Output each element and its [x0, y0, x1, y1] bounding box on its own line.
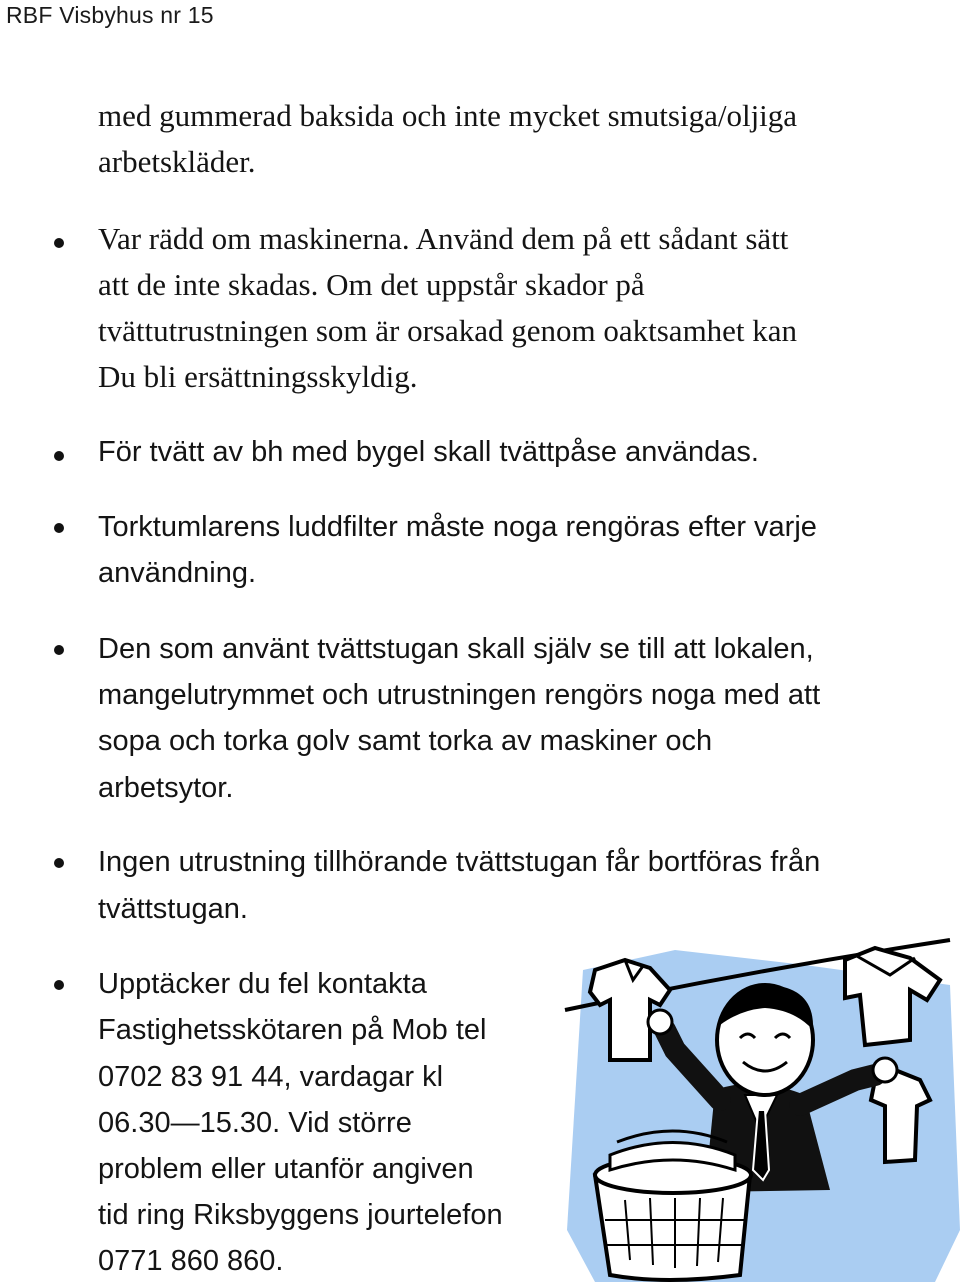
bullet-6-line-7: 0771 860 860. [98, 1245, 284, 1277]
bullet-6-line-5: problem eller utanför angiven [98, 1153, 474, 1185]
bullet-4-line-1: Den som använt tvättstugan skall själv se till att lokalen, [98, 633, 814, 665]
bullet-6-line-3: 0702 83 91 44, vardagar kl [98, 1061, 444, 1093]
bullet-dot [54, 523, 64, 533]
bullet-4-line-2: mangelutrymmet och utrustningen rengörs noga med att [98, 679, 821, 711]
bullet-3-line-1: Torktumlarens luddfilter måste noga rengöras efter varje [98, 511, 817, 543]
bullet-dot [54, 645, 64, 655]
bullet-dot [54, 858, 64, 868]
bullet-6-line-4: 06.30—15.30. Vid större [98, 1107, 412, 1139]
paragraph-line: med gummerad baksida och inte mycket smutsiga/oljiga [98, 98, 798, 133]
bullet-4-line-3: sopa och torka golv samt torka av maskiner och [98, 725, 713, 757]
bullet-dot [54, 238, 64, 248]
bullet-6-line-2: Fastighetsskötaren på Mob tel [98, 1014, 487, 1046]
paragraph-line: arbetskläder. [98, 144, 256, 179]
bullet-5-line-1: Ingen utrustning tillhörande tvättstugan får bortföras från [98, 846, 821, 878]
bullet-2-line-1: För tvätt av bh med bygel skall tvättpåse användas. [98, 436, 759, 468]
laundry-man-clipart-icon [555, 930, 960, 1282]
bullet-5-line-2: tvättstugan. [98, 893, 248, 925]
bullet-1-line-4: Du bli ersättningsskyldig. [98, 359, 418, 394]
bullet-3-line-2: användning. [98, 557, 257, 589]
page-header: RBF Visbyhus nr 15 [6, 2, 214, 28]
bullet-dot [54, 451, 64, 461]
bullet-4-line-4: arbetsytor. [98, 772, 234, 804]
bullet-1-line-3: tvättutrustningen som är orsakad genom oaktsamhet kan [98, 313, 798, 348]
bullet-1-line-2: att de inte skadas. Om det uppstår skador på [98, 267, 645, 302]
bullet-6-line-6: tid ring Riksbyggens jourtelefon [98, 1199, 503, 1231]
bullet-dot [54, 980, 64, 990]
bullet-1-line-1: Var rädd om maskinerna. Använd dem på ett sådant sätt [98, 221, 789, 256]
bullet-6-line-1: Upptäcker du fel kontakta [98, 968, 427, 1000]
